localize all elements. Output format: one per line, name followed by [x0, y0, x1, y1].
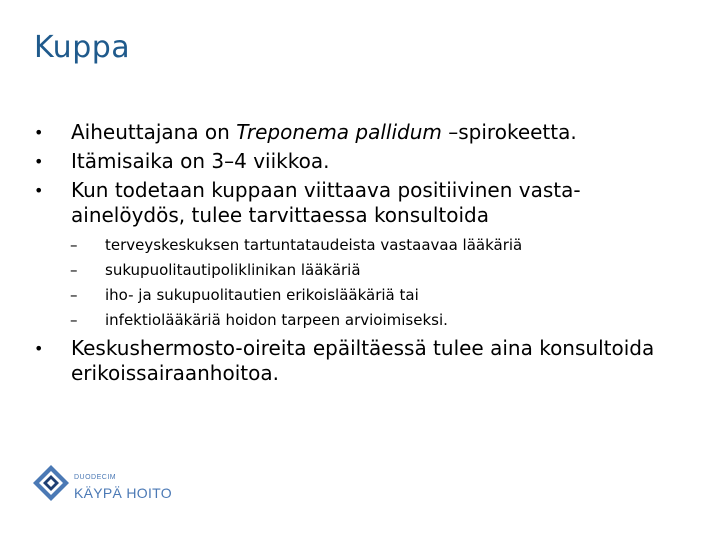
- sub-list-text: sukupuolitautipoliklinikan lääkäriä: [105, 261, 361, 279]
- sub-list-item: [34, 261, 674, 280]
- bullet-italic-text: Treponema pallidum: [236, 120, 442, 144]
- kaypa-hoito-logo: [32, 464, 182, 514]
- sub-list-item: [34, 236, 674, 255]
- bullet-item: [34, 149, 674, 174]
- bullet-marker: •: [34, 181, 44, 200]
- bullet-text-part: –spirokeetta.: [441, 120, 577, 144]
- dash-marker: –: [70, 236, 78, 254]
- bullet-item: [34, 178, 674, 228]
- bullet-text: Itämisaika on 3–4 viikkoa.: [71, 149, 330, 173]
- dash-marker: –: [70, 311, 78, 329]
- slide-content: [34, 120, 674, 390]
- dash-marker: –: [70, 261, 78, 279]
- sub-list-text: iho- ja sukupuolitautien erikoislääkäriä tai: [105, 286, 419, 304]
- sub-list-text: infektiolääkäriä hoidon tarpeen arvioimiseksi.: [105, 311, 448, 329]
- bullet-marker: •: [34, 339, 44, 358]
- bullet-item: [34, 120, 674, 145]
- logo-small-text: DUODECIM: [74, 474, 117, 481]
- dash-marker: –: [70, 286, 78, 304]
- bullet-text: Keskushermosto-oireita epäiltäessä tulee aina konsultoida erikoissairaanhoitoa.: [71, 336, 655, 385]
- slide-title: Kuppa: [34, 30, 131, 65]
- bullet-item: [34, 336, 674, 386]
- sub-list-item: [34, 311, 674, 330]
- sub-list-item: [34, 286, 674, 305]
- bullet-marker: •: [34, 152, 44, 171]
- bullet-text: Kun todetaan kuppaan viittaava positiivinen vasta-ainelöydös, tulee tarvittaessa konsultoida: [71, 178, 581, 227]
- diamond-logo-icon: [32, 464, 70, 502]
- sub-list: [34, 236, 674, 330]
- logo-brand-text: KÄYPÄ HOITO: [74, 485, 172, 501]
- sub-list-text: terveyskeskuksen tartuntataudeista vastaavaa lääkäriä: [105, 236, 523, 254]
- bullet-text-part: Aiheuttajana on: [71, 120, 237, 144]
- bullet-marker: •: [34, 123, 44, 142]
